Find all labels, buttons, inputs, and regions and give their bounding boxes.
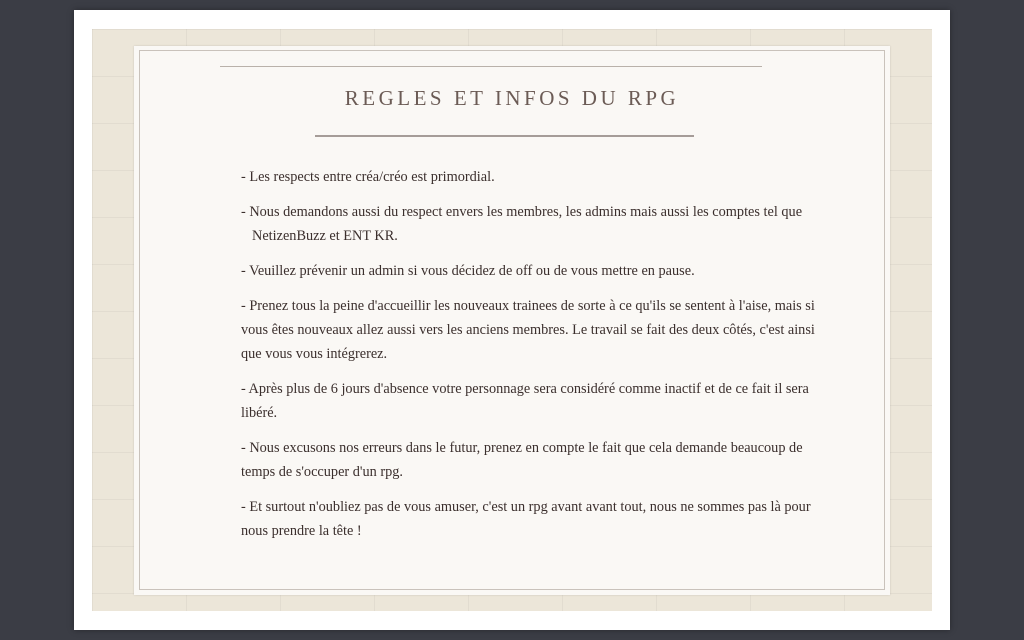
rule-item: - Nous demandons aussi du respect envers les membres, les admins mais aussi les comptes tel que NetizenBuzz et ENT KR. — [241, 204, 803, 244]
rule-item: - Les respects entre créa/créo est primordial. — [241, 169, 495, 185]
rules-card — [134, 46, 890, 595]
rule-item: - Veuillez prévenir un admin si vous décidez de off ou de vous mettre en pause. — [241, 263, 695, 279]
slide-page — [74, 10, 950, 630]
rule-item: - Et surtout n'oubliez pas de vous amuser, c'est un rpg avant avant tout, nous ne sommes pas là pour nous prendre la tête ! — [241, 499, 811, 539]
title-underline — [315, 135, 694, 137]
rules-list — [241, 165, 821, 554]
page-title: REGLES ET INFOS DU RPG — [344, 86, 680, 110]
rule-item: - Prenez tous la peine d'accueillir les nouveaux trainees de sorte à ce qu'ils se sentent à l'aise, mais si vous êtes nouveaux allez aussi vers les anciens membres. Le travail se fait des deux côtés, c'est ainsi que vous vous intégrerez. — [241, 298, 815, 362]
rule-item: - Après plus de 6 jours d'absence votre personnage sera considéré comme inactif et de ce fait il sera libéré. — [241, 381, 809, 421]
rule-item: - Nous excusons nos erreurs dans le futur, prenez en compte le fait que cela demande beaucoup de temps de s'occuper d'un rpg. — [241, 440, 803, 480]
tiled-background — [92, 29, 932, 611]
top-divider — [220, 66, 762, 67]
